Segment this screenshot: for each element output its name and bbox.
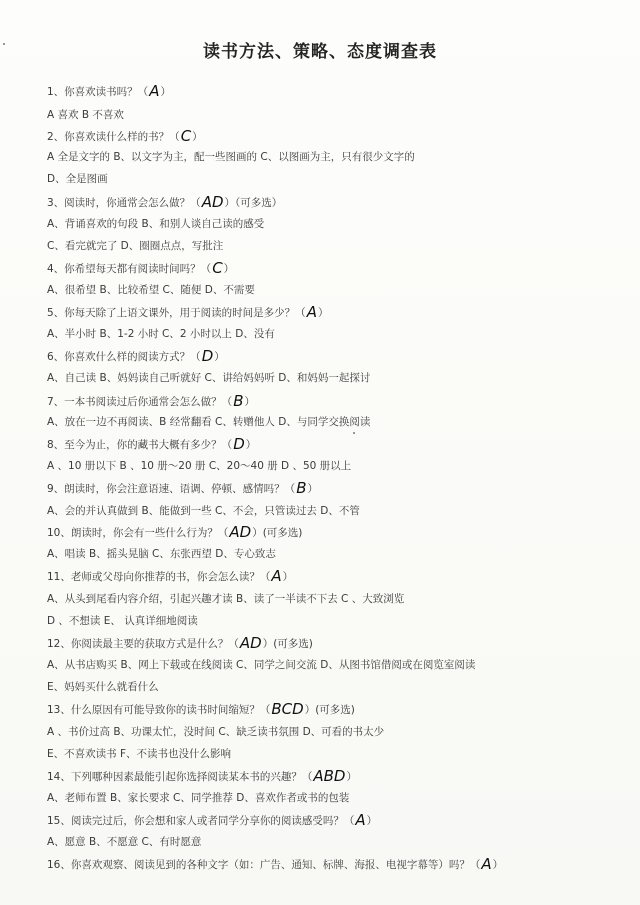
question-line	[47, 437, 256, 452]
close-paren: ）	[346, 771, 357, 783]
question-line	[47, 394, 255, 409]
options-line	[47, 614, 198, 628]
page-title: 读书方法、策略、态度调查表	[203, 42, 437, 62]
options-line	[47, 283, 255, 297]
options-line	[47, 217, 264, 231]
options-text: A 、10 册以下 B 、10 册～20 册 C、20～40 册 D 、50 册以上	[47, 460, 352, 472]
question-line	[47, 857, 503, 872]
options-line	[47, 327, 275, 341]
options-line	[47, 835, 201, 849]
options-text: A、从头到尾看内容介绍，引起兴趣才读 B、读了一半读不下去 C 、大致浏览	[47, 593, 405, 605]
close-paren: ）	[192, 131, 203, 143]
options-line	[47, 725, 384, 739]
close-paren: ）	[492, 859, 504, 871]
options-line	[47, 592, 404, 606]
options-text: A、会的并认真做到 B、能做到一些 C、不会，只管读过去 D、不管	[47, 505, 360, 517]
question-line	[47, 813, 377, 828]
close-paren: ）	[366, 815, 378, 827]
question-text: 10、朗读时，你会有一些什么行为？（	[47, 527, 229, 539]
options-line	[47, 747, 231, 761]
options-line	[47, 504, 360, 518]
handwritten-answer: B	[233, 392, 244, 410]
question-line	[47, 349, 225, 364]
options-text: C、看完就完了 D、圈圈点点，写批注	[47, 240, 224, 252]
close-paren: ）	[214, 351, 225, 363]
close-paren: ）	[304, 704, 316, 716]
question-line	[47, 84, 171, 99]
close-paren: ）	[160, 86, 171, 98]
options-text: A 全是文字的 B、以文字为主，配一些图画的 C、以图画为主，只有很少文字的	[47, 151, 415, 163]
options-text: A、老师布置 B、家长要求 C、同学推荐 D、喜欢作者或书的包装	[47, 792, 350, 804]
options-text: A、背诵喜欢的句段 B、和别人谈自己读的感受	[47, 218, 265, 230]
options-line	[47, 150, 415, 164]
multi-select-note: (可多选)	[315, 704, 355, 716]
question-line	[47, 261, 234, 276]
options-text: A、半小时 B、1-2 小时 C、2 小时以上 D、没有	[47, 328, 275, 340]
question-text: 15、阅读完过后，你会想和家人或者同学分享你的阅读感受吗？（	[47, 815, 355, 827]
handwritten-answer: ABD	[313, 767, 346, 785]
options-text: A、很希望 B、比较希望 C、随便 D、不需要	[47, 284, 255, 296]
question-text: 4、你希望每天都有阅读时间吗？（	[47, 263, 212, 275]
options-text: A 喜欢 B 不喜欢	[47, 109, 124, 121]
handwritten-answer: AD	[201, 193, 224, 211]
close-paren: ）	[245, 439, 257, 451]
options-line	[47, 371, 370, 385]
question-text: 6、你喜欢什么样的阅读方式？（	[47, 351, 201, 363]
question-text: 13、什么原因有可能导致你的读书时间缩短？（	[47, 704, 271, 716]
handwritten-answer: C	[212, 259, 223, 277]
options-text: E、妈妈买什么就看什么	[47, 681, 159, 693]
question-text: 1、你喜欢读书吗？（	[47, 86, 149, 98]
options-line	[47, 172, 108, 186]
options-line	[47, 415, 370, 429]
question-text: 9、朗读时，你会注意语速、语调、停顿、感情吗？（	[47, 483, 296, 495]
options-text: D、全是图画	[47, 173, 108, 185]
close-paren: ）	[252, 527, 263, 539]
options-text: E、不喜欢读书 F、不读书也没什么影响	[47, 748, 232, 760]
handwritten-answer: A	[306, 303, 317, 321]
question-text: 16、你喜欢观察、阅读见到的各种文字（如：广告、通知、标牌、海报、电视字幕等）吗？（	[47, 859, 481, 871]
multi-select-note: (可多选)	[262, 527, 303, 539]
handwritten-answer: C	[180, 127, 192, 145]
handwritten-answer: A	[149, 82, 160, 100]
options-line	[47, 239, 223, 253]
handwritten-answer: AD	[239, 634, 262, 652]
question-text: 2、你喜欢读什么样的书？（	[47, 131, 180, 143]
question-line	[47, 569, 293, 584]
multi-select-note: (可多选)	[273, 638, 313, 650]
options-text: A、放在一边不再阅读、B 经常翻看 C、转赠他人 D、与同学交换阅读	[47, 416, 371, 428]
options-text: A、从书店购买 B、网上下载或在线阅读 C、同学之间交流 D、从图书馆借阅或在阅览室阅读	[47, 659, 476, 671]
options-text: A、自己读 B、妈妈读自己听就好 C、讲给妈妈听 D、和妈妈一起探讨	[47, 372, 371, 384]
scan-speck	[3, 43, 5, 45]
close-paren: ）	[307, 483, 318, 495]
question-line	[47, 195, 282, 210]
handwritten-answer: A	[355, 811, 366, 829]
options-text: A、愿意 B、不愿意 C、有时愿意	[47, 836, 202, 848]
close-paren: ）	[244, 396, 255, 408]
handwritten-answer: D	[233, 435, 245, 453]
options-text: D 、不想读 E、 认真详细地阅读	[47, 615, 198, 627]
question-text: 8、至今为止，你的藏书大概有多少？（	[47, 439, 233, 451]
question-line	[47, 636, 313, 651]
options-line	[47, 459, 351, 473]
options-line	[47, 791, 349, 805]
options-line	[47, 658, 475, 672]
question-text: 5、你每天除了上语文课外，用于阅读的时间是多少？（	[47, 307, 306, 319]
options-line	[47, 108, 124, 122]
question-line	[47, 305, 328, 320]
question-text: 11、老师或父母向你推荐的书，你会怎么读？（	[47, 571, 271, 583]
question-line	[47, 702, 355, 717]
close-paren: ）	[224, 197, 235, 209]
question-line	[47, 129, 203, 144]
handwritten-answer: A	[271, 567, 282, 585]
handwritten-answer: D	[201, 347, 214, 365]
question-line	[47, 481, 318, 496]
options-line	[47, 547, 276, 561]
close-paren: ）	[262, 638, 274, 650]
close-paren: ）	[317, 307, 329, 319]
handwritten-answer: A	[481, 855, 492, 873]
scan-speck	[353, 432, 355, 434]
question-text: 12、你阅读最主要的获取方式是什么？（	[47, 638, 239, 650]
handwritten-answer: BCD	[271, 700, 304, 718]
close-paren: ）	[282, 571, 294, 583]
question-text: 7、一本书阅读过后你通常会怎么做？（	[47, 396, 233, 408]
multi-select-note: （可多选）	[235, 197, 283, 209]
question-line	[47, 525, 302, 540]
options-line	[47, 680, 159, 694]
handwritten-answer: B	[296, 479, 307, 497]
question-line	[47, 769, 357, 784]
options-text: A 、书价过高 B、功课太忙，没时间 C、缺乏读书氛围 D、可看的书太少	[47, 726, 385, 738]
handwritten-answer: AD	[229, 523, 252, 541]
options-text: A、唱读 B、摇头晃脑 C、东张西望 D、专心致志	[47, 548, 276, 560]
question-text: 14、下列哪种因素最能引起你选择阅读某本书的兴趣？（	[47, 771, 313, 783]
close-paren: ）	[223, 263, 235, 275]
question-text: 3、阅读时，你通常会怎么做？（	[47, 197, 201, 209]
